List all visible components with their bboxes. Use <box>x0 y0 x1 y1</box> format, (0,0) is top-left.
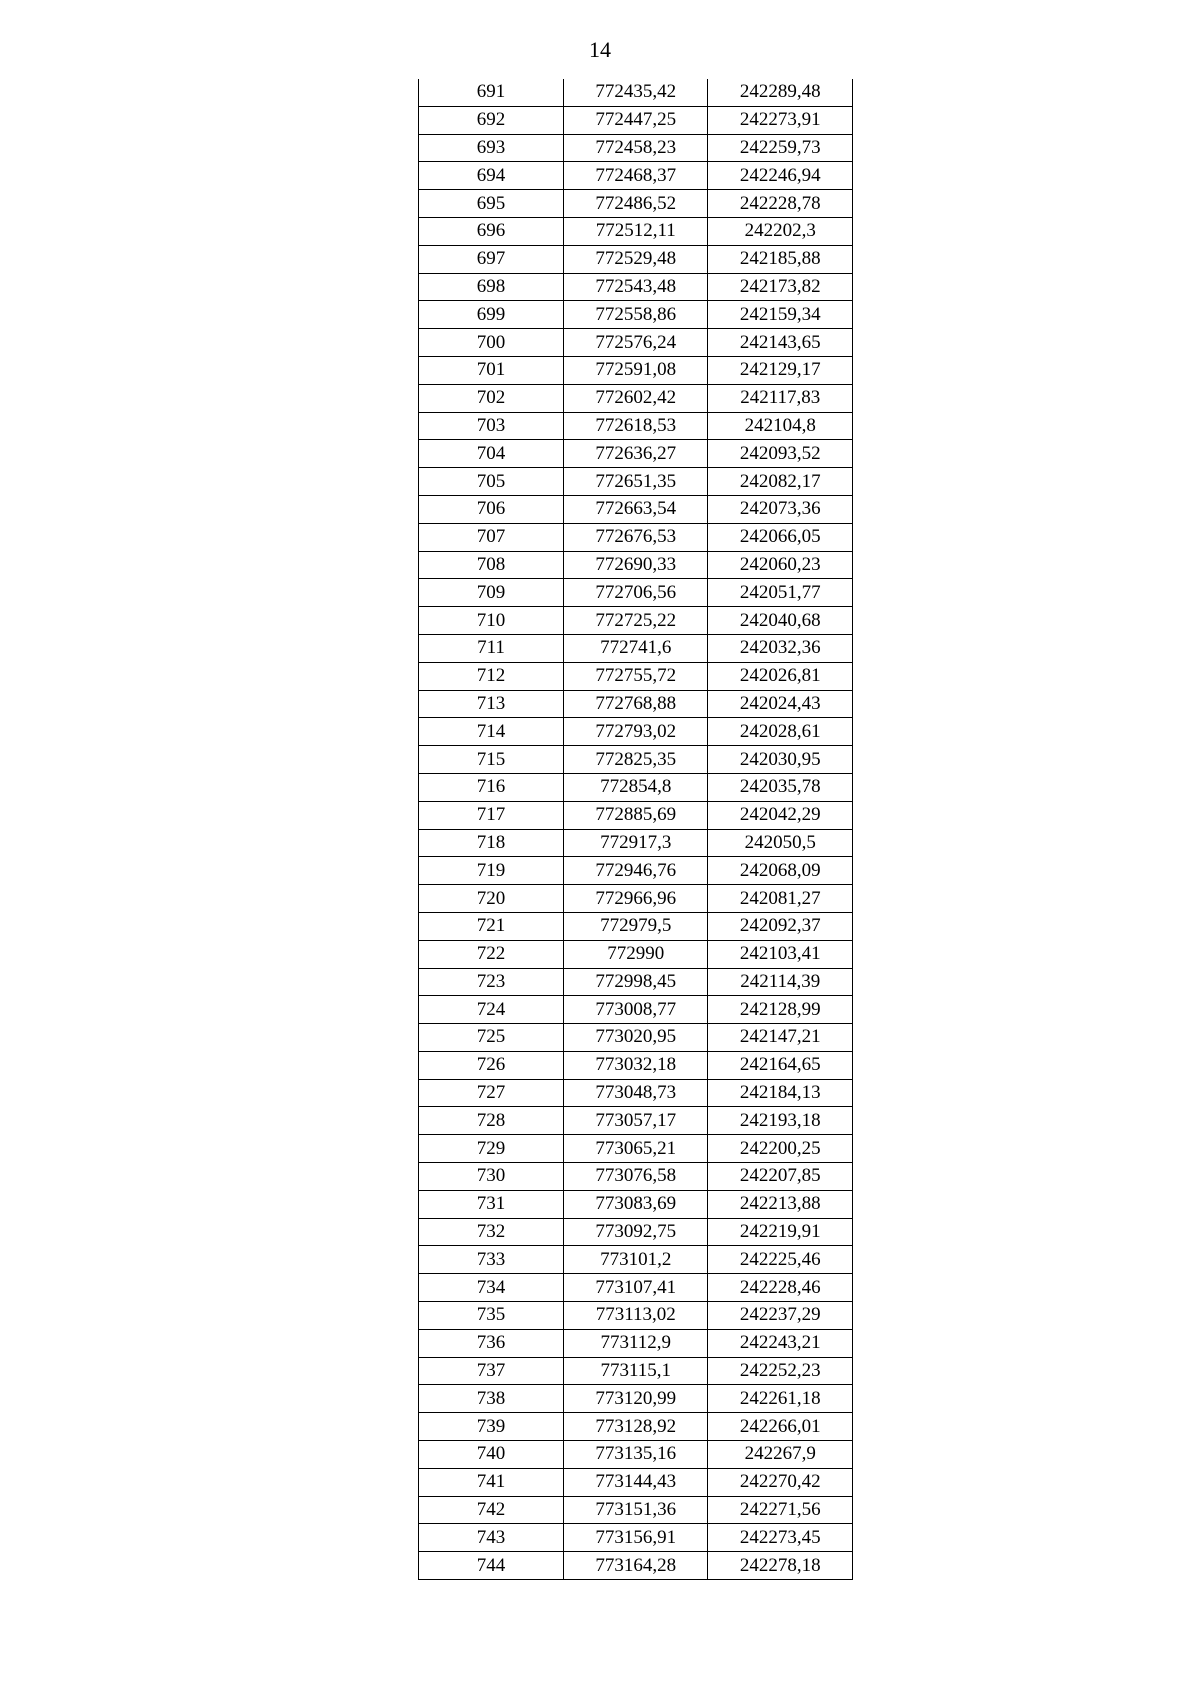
x-coordinate-cell: 773115,1 <box>563 1357 708 1385</box>
x-coordinate-cell: 773128,92 <box>563 1413 708 1441</box>
y-coordinate-cell: 242026,81 <box>708 662 853 690</box>
table-row <box>419 1441 853 1469</box>
x-coordinate-cell: 773112,9 <box>563 1329 708 1357</box>
point-number-cell: 721 <box>419 912 564 940</box>
table-row <box>419 106 853 134</box>
table-row <box>419 301 853 329</box>
y-coordinate-cell: 242042,29 <box>708 801 853 829</box>
point-number-cell: 714 <box>419 718 564 746</box>
y-coordinate-cell: 242228,46 <box>708 1274 853 1302</box>
table-row <box>419 912 853 940</box>
x-coordinate-cell: 772468,37 <box>563 162 708 190</box>
table-row <box>419 1552 853 1580</box>
table-row <box>419 523 853 551</box>
point-number-cell: 691 <box>419 79 564 106</box>
y-coordinate-cell: 242129,17 <box>708 356 853 384</box>
point-number-cell: 711 <box>419 634 564 662</box>
y-coordinate-cell: 242066,05 <box>708 523 853 551</box>
point-number-cell: 740 <box>419 1441 564 1469</box>
x-coordinate-cell: 772512,11 <box>563 217 708 245</box>
table-row <box>419 829 853 857</box>
x-coordinate-cell: 773076,58 <box>563 1163 708 1191</box>
table-row <box>419 801 853 829</box>
x-coordinate-cell: 773065,21 <box>563 1135 708 1163</box>
point-number-cell: 715 <box>419 746 564 774</box>
point-number-cell: 725 <box>419 1024 564 1052</box>
point-number-cell: 723 <box>419 968 564 996</box>
y-coordinate-cell: 242173,82 <box>708 273 853 301</box>
x-coordinate-cell: 772990 <box>563 940 708 968</box>
y-coordinate-cell: 242261,18 <box>708 1385 853 1413</box>
x-coordinate-cell: 773107,41 <box>563 1274 708 1302</box>
point-number-cell: 732 <box>419 1218 564 1246</box>
point-number-cell: 724 <box>419 996 564 1024</box>
point-number-cell: 713 <box>419 690 564 718</box>
y-coordinate-cell: 242051,77 <box>708 579 853 607</box>
table-row <box>419 1385 853 1413</box>
table-row <box>419 690 853 718</box>
table-row <box>419 217 853 245</box>
point-number-cell: 699 <box>419 301 564 329</box>
table-row <box>419 1524 853 1552</box>
x-coordinate-cell: 773008,77 <box>563 996 708 1024</box>
coordinates-table-body <box>419 79 853 1580</box>
x-coordinate-cell: 773092,75 <box>563 1218 708 1246</box>
x-coordinate-cell: 772885,69 <box>563 801 708 829</box>
x-coordinate-cell: 773048,73 <box>563 1079 708 1107</box>
table-row <box>419 773 853 801</box>
table-row <box>419 968 853 996</box>
x-coordinate-cell: 772966,96 <box>563 885 708 913</box>
point-number-cell: 720 <box>419 885 564 913</box>
x-coordinate-cell: 772690,33 <box>563 551 708 579</box>
x-coordinate-cell: 772618,53 <box>563 412 708 440</box>
y-coordinate-cell: 242114,39 <box>708 968 853 996</box>
y-coordinate-cell: 242082,17 <box>708 468 853 496</box>
x-coordinate-cell: 773113,02 <box>563 1302 708 1330</box>
table-row <box>419 1246 853 1274</box>
y-coordinate-cell: 242193,18 <box>708 1107 853 1135</box>
table-row <box>419 273 853 301</box>
y-coordinate-cell: 242032,36 <box>708 634 853 662</box>
y-coordinate-cell: 242060,23 <box>708 551 853 579</box>
table-row <box>419 1163 853 1191</box>
y-coordinate-cell: 242050,5 <box>708 829 853 857</box>
x-coordinate-cell: 772793,02 <box>563 718 708 746</box>
y-coordinate-cell: 242092,37 <box>708 912 853 940</box>
point-number-cell: 719 <box>419 857 564 885</box>
table-row <box>419 1357 853 1385</box>
point-number-cell: 743 <box>419 1524 564 1552</box>
table-row <box>419 857 853 885</box>
table-row <box>419 134 853 162</box>
x-coordinate-cell: 773032,18 <box>563 1051 708 1079</box>
x-coordinate-cell: 772706,56 <box>563 579 708 607</box>
y-coordinate-cell: 242273,91 <box>708 106 853 134</box>
x-coordinate-cell: 772663,54 <box>563 495 708 523</box>
y-coordinate-cell: 242093,52 <box>708 440 853 468</box>
point-number-cell: 697 <box>419 245 564 273</box>
x-coordinate-cell: 772998,45 <box>563 968 708 996</box>
table-row <box>419 551 853 579</box>
y-coordinate-cell: 242207,85 <box>708 1163 853 1191</box>
point-number-cell: 712 <box>419 662 564 690</box>
point-number-cell: 728 <box>419 1107 564 1135</box>
table-row <box>419 1107 853 1135</box>
x-coordinate-cell: 773156,91 <box>563 1524 708 1552</box>
point-number-cell: 710 <box>419 607 564 635</box>
point-number-cell: 704 <box>419 440 564 468</box>
point-number-cell: 706 <box>419 495 564 523</box>
x-coordinate-cell: 773083,69 <box>563 1190 708 1218</box>
y-coordinate-cell: 242147,21 <box>708 1024 853 1052</box>
x-coordinate-cell: 773135,16 <box>563 1441 708 1469</box>
table-row <box>419 190 853 218</box>
x-coordinate-cell: 772543,48 <box>563 273 708 301</box>
point-number-cell: 742 <box>419 1496 564 1524</box>
y-coordinate-cell: 242225,46 <box>708 1246 853 1274</box>
table-row <box>419 412 853 440</box>
y-coordinate-cell: 242185,88 <box>708 245 853 273</box>
table-row <box>419 245 853 273</box>
table-row <box>419 1190 853 1218</box>
x-coordinate-cell: 772755,72 <box>563 662 708 690</box>
point-number-cell: 692 <box>419 106 564 134</box>
x-coordinate-cell: 773057,17 <box>563 1107 708 1135</box>
x-coordinate-cell: 772651,35 <box>563 468 708 496</box>
x-coordinate-cell: 772435,42 <box>563 79 708 106</box>
table-row <box>419 1079 853 1107</box>
table-row <box>419 1329 853 1357</box>
y-coordinate-cell: 242081,27 <box>708 885 853 913</box>
point-number-cell: 698 <box>419 273 564 301</box>
y-coordinate-cell: 242068,09 <box>708 857 853 885</box>
x-coordinate-cell: 772917,3 <box>563 829 708 857</box>
table-row <box>419 1468 853 1496</box>
y-coordinate-cell: 242104,8 <box>708 412 853 440</box>
table-row <box>419 940 853 968</box>
point-number-cell: 709 <box>419 579 564 607</box>
y-coordinate-cell: 242073,36 <box>708 495 853 523</box>
table-row <box>419 356 853 384</box>
point-number-cell: 729 <box>419 1135 564 1163</box>
point-number-cell: 695 <box>419 190 564 218</box>
x-coordinate-cell: 772576,24 <box>563 329 708 357</box>
table-row <box>419 1302 853 1330</box>
x-coordinate-cell: 772591,08 <box>563 356 708 384</box>
table-row <box>419 79 853 106</box>
y-coordinate-cell: 242184,13 <box>708 1079 853 1107</box>
x-coordinate-cell: 772529,48 <box>563 245 708 273</box>
point-number-cell: 702 <box>419 384 564 412</box>
y-coordinate-cell: 242035,78 <box>708 773 853 801</box>
point-number-cell: 741 <box>419 1468 564 1496</box>
table-row <box>419 634 853 662</box>
table-row <box>419 996 853 1024</box>
x-coordinate-cell: 773151,36 <box>563 1496 708 1524</box>
point-number-cell: 726 <box>419 1051 564 1079</box>
table-row <box>419 1413 853 1441</box>
table-row <box>419 885 853 913</box>
x-coordinate-cell: 772458,23 <box>563 134 708 162</box>
table-row <box>419 468 853 496</box>
table-row <box>419 1218 853 1246</box>
point-number-cell: 693 <box>419 134 564 162</box>
y-coordinate-cell: 242219,91 <box>708 1218 853 1246</box>
point-number-cell: 696 <box>419 217 564 245</box>
table-row <box>419 1051 853 1079</box>
y-coordinate-cell: 242143,65 <box>708 329 853 357</box>
x-coordinate-cell: 772979,5 <box>563 912 708 940</box>
table-row <box>419 1274 853 1302</box>
page-number: 14 <box>589 37 611 62</box>
y-coordinate-cell: 242164,65 <box>708 1051 853 1079</box>
table-row <box>419 495 853 523</box>
point-number-cell: 722 <box>419 940 564 968</box>
point-number-cell: 734 <box>419 1274 564 1302</box>
point-number-cell: 717 <box>419 801 564 829</box>
y-coordinate-cell: 242040,68 <box>708 607 853 635</box>
point-number-cell: 708 <box>419 551 564 579</box>
point-number-cell: 700 <box>419 329 564 357</box>
y-coordinate-cell: 242117,83 <box>708 384 853 412</box>
point-number-cell: 744 <box>419 1552 564 1580</box>
x-coordinate-cell: 772676,53 <box>563 523 708 551</box>
x-coordinate-cell: 773144,43 <box>563 1468 708 1496</box>
point-number-cell: 694 <box>419 162 564 190</box>
x-coordinate-cell: 772725,22 <box>563 607 708 635</box>
x-coordinate-cell: 772854,8 <box>563 773 708 801</box>
table-row <box>419 718 853 746</box>
table-row <box>419 384 853 412</box>
table-row <box>419 162 853 190</box>
y-coordinate-cell: 242028,61 <box>708 718 853 746</box>
y-coordinate-cell: 242243,21 <box>708 1329 853 1357</box>
point-number-cell: 735 <box>419 1302 564 1330</box>
y-coordinate-cell: 242103,41 <box>708 940 853 968</box>
table-row <box>419 1024 853 1052</box>
point-number-cell: 737 <box>419 1357 564 1385</box>
x-coordinate-cell: 772486,52 <box>563 190 708 218</box>
y-coordinate-cell: 242271,56 <box>708 1496 853 1524</box>
x-coordinate-cell: 772558,86 <box>563 301 708 329</box>
point-number-cell: 727 <box>419 1079 564 1107</box>
y-coordinate-cell: 242128,99 <box>708 996 853 1024</box>
y-coordinate-cell: 242202,3 <box>708 217 853 245</box>
table-row <box>419 440 853 468</box>
x-coordinate-cell: 772741,6 <box>563 634 708 662</box>
point-number-cell: 739 <box>419 1413 564 1441</box>
y-coordinate-cell: 242289,48 <box>708 79 853 106</box>
y-coordinate-cell: 242266,01 <box>708 1413 853 1441</box>
point-number-cell: 703 <box>419 412 564 440</box>
coordinates-table <box>418 79 853 1580</box>
table-row <box>419 1135 853 1163</box>
point-number-cell: 736 <box>419 1329 564 1357</box>
point-number-cell: 705 <box>419 468 564 496</box>
point-number-cell: 731 <box>419 1190 564 1218</box>
point-number-cell: 730 <box>419 1163 564 1191</box>
table-row <box>419 1496 853 1524</box>
x-coordinate-cell: 772602,42 <box>563 384 708 412</box>
x-coordinate-cell: 773020,95 <box>563 1024 708 1052</box>
x-coordinate-cell: 772825,35 <box>563 746 708 774</box>
y-coordinate-cell: 242159,34 <box>708 301 853 329</box>
y-coordinate-cell: 242237,29 <box>708 1302 853 1330</box>
x-coordinate-cell: 773164,28 <box>563 1552 708 1580</box>
x-coordinate-cell: 773120,99 <box>563 1385 708 1413</box>
y-coordinate-cell: 242200,25 <box>708 1135 853 1163</box>
table-row <box>419 607 853 635</box>
y-coordinate-cell: 242270,42 <box>708 1468 853 1496</box>
point-number-cell: 718 <box>419 829 564 857</box>
table-row <box>419 662 853 690</box>
y-coordinate-cell: 242267,9 <box>708 1441 853 1469</box>
y-coordinate-cell: 242273,45 <box>708 1524 853 1552</box>
x-coordinate-cell: 773101,2 <box>563 1246 708 1274</box>
point-number-cell: 701 <box>419 356 564 384</box>
x-coordinate-cell: 772447,25 <box>563 106 708 134</box>
x-coordinate-cell: 772768,88 <box>563 690 708 718</box>
y-coordinate-cell: 242024,43 <box>708 690 853 718</box>
table-row <box>419 746 853 774</box>
y-coordinate-cell: 242278,18 <box>708 1552 853 1580</box>
point-number-cell: 716 <box>419 773 564 801</box>
y-coordinate-cell: 242259,73 <box>708 134 853 162</box>
y-coordinate-cell: 242228,78 <box>708 190 853 218</box>
table-row <box>419 579 853 607</box>
point-number-cell: 733 <box>419 1246 564 1274</box>
y-coordinate-cell: 242252,23 <box>708 1357 853 1385</box>
point-number-cell: 738 <box>419 1385 564 1413</box>
x-coordinate-cell: 772946,76 <box>563 857 708 885</box>
y-coordinate-cell: 242246,94 <box>708 162 853 190</box>
point-number-cell: 707 <box>419 523 564 551</box>
y-coordinate-cell: 242030,95 <box>708 746 853 774</box>
x-coordinate-cell: 772636,27 <box>563 440 708 468</box>
table-row <box>419 329 853 357</box>
y-coordinate-cell: 242213,88 <box>708 1190 853 1218</box>
